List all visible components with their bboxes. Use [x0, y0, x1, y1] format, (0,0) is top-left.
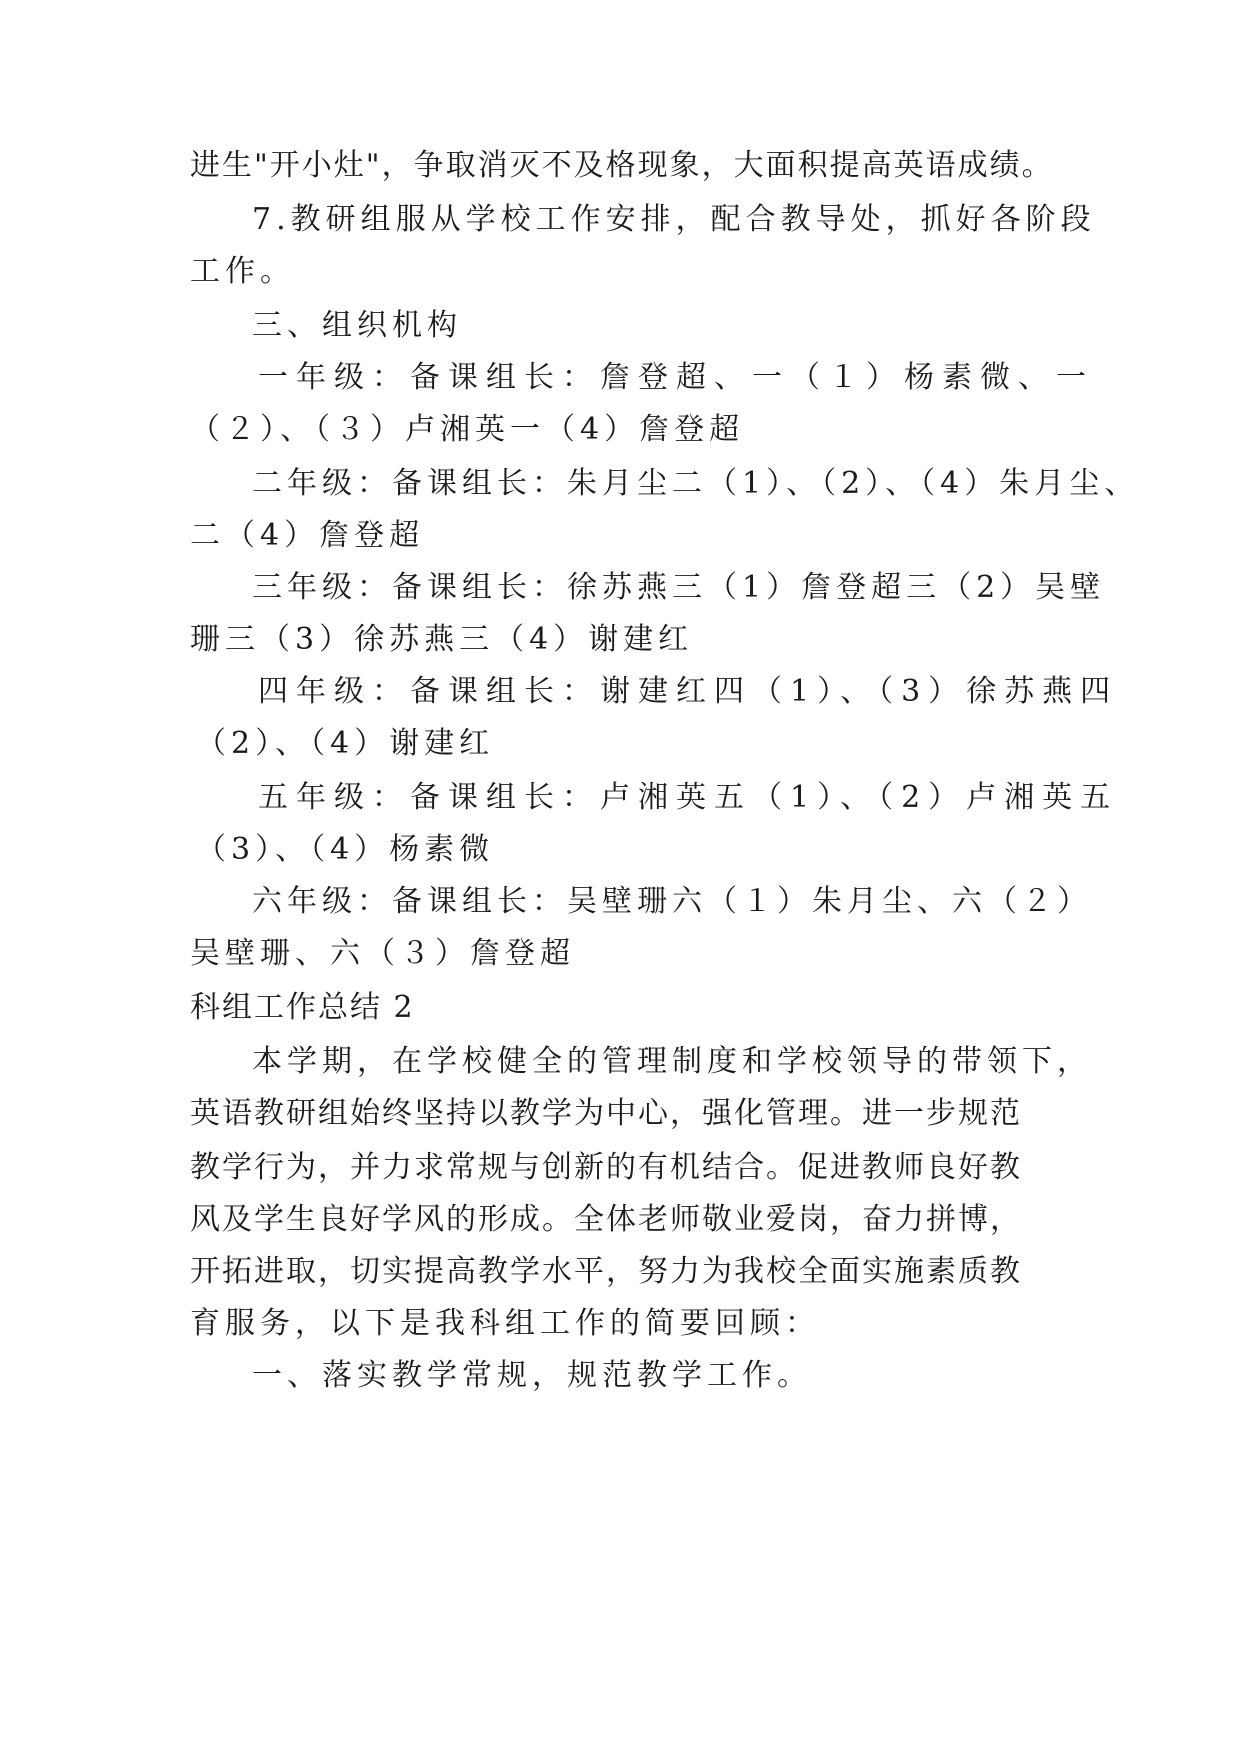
section-heading: 一、落实教学常规，规范教学工作。: [252, 1358, 812, 1393]
paragraph-line: 六年级：备课组长：吴壁珊六（１）朱月尘、六（２）: [252, 884, 1092, 919]
paragraph-line: 7.教研组服从学校工作安排，配合教导处，抓好各阶段: [252, 202, 1096, 237]
paragraph-line: 育服务，以下是我科组工作的简要回顾：: [190, 1306, 820, 1341]
paragraph-line: （２）、（３）卢湘英一（4）詹登超: [190, 412, 745, 447]
paragraph-line: 珊三（3）徐苏燕三（4）谢建红: [190, 622, 694, 657]
paragraph-line: （3）、（4）杨素微: [196, 832, 495, 867]
paragraph-line: 教学行为，并力求常规与创新的有机结合。促进教师良好教: [190, 1150, 1022, 1185]
paragraph-line: （2）、（4）谢建红: [196, 726, 495, 761]
paragraph-line: 吴壁珊、六（３）詹登超: [190, 936, 575, 971]
paragraph-line: 英语教研组始终坚持以教学为中心，强化管理。进一步规范: [190, 1096, 1022, 1131]
paragraph-line: 风及学生良好学风的形成。全体老师敬业爱岗，奋力拼博，: [190, 1202, 1022, 1237]
paragraph-line: 本学期，在学校健全的管理制度和学校领导的带领下，: [252, 1044, 1092, 1079]
paragraph-line: 三年级：备课组长：徐苏燕三（1）詹登超三（2）吴壁: [252, 570, 1106, 605]
article-title: 科组工作总结 2: [190, 990, 415, 1025]
paragraph-line: 一年级：备课组长：詹登超、一（１）杨素微、一: [258, 360, 1094, 395]
section-heading: 三、组织机构: [252, 308, 462, 343]
paragraph-line: 二（4）詹登超: [190, 518, 425, 553]
paragraph-line: 四年级：备课组长：谢建红四（1）、（3）徐苏燕四: [258, 674, 1119, 709]
paragraph-line: 工作。: [190, 254, 295, 289]
paragraph-line: 开拓进取，切实提高教学水平，努力为我校全面实施素质教: [190, 1254, 1022, 1289]
paragraph-line: 二年级：备课组长：朱月尘二（1）、（2）、（4）朱月尘、: [252, 466, 1140, 501]
paragraph-line: 五年级：备课组长：卢湘英五（1）、（2）卢湘英五: [258, 780, 1119, 815]
paragraph-line: 进生"开小灶"，争取消灭不及格现象，大面积提高英语成绩。: [190, 148, 1054, 183]
